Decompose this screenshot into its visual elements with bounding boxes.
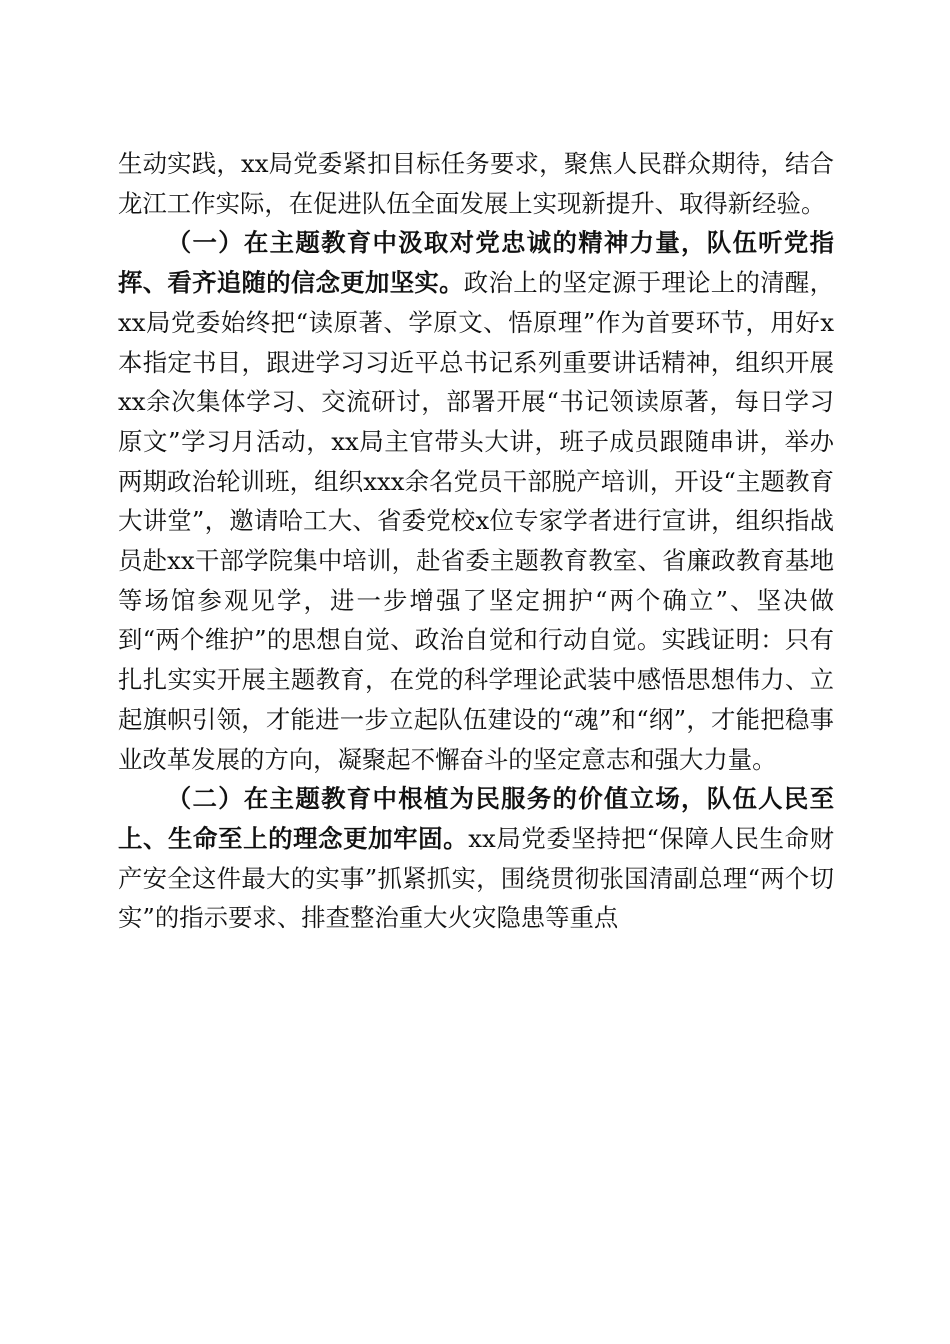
document-body bbox=[118, 144, 834, 938]
section-2-heading: （二）在主题教育中根植为民服务的价值立场，队伍人民至上、生命至上的理念更加牢固。 bbox=[118, 784, 834, 853]
paragraph-intro-continuation bbox=[118, 144, 834, 223]
paragraph-text: 生动实践，xx局党委紧扣目标任务要求，聚焦人民群众期待，结合龙江工作实际，在促进队伍全面发展上实现新提升、取得新经验。 bbox=[118, 149, 834, 218]
paragraph-section-2 bbox=[118, 779, 834, 938]
paragraph-text: xx局党委坚持把“保障人民生命财产安全这件最大的实事”抓紧抓实，围绕贯彻张国清副总理“两个切实”的指示要求、排查整治重大火灾隐患等重点 bbox=[118, 823, 834, 933]
paragraph-text: 政治上的坚定源于理论上的清醒，xx局党委始终把“读原著、学原文、悟原理”作为首要环节，用好x本指定书目，跟进学习习近平总书记系列重要讲话精神，组织开展xx余次集体学习、交流研讨，部署开展“书记领读原著，每日学习原文”学习月活动，xx局主官带头大讲，班子成员跟随串讲，举办两期政治轮训班，组织xxx余名党员干部脱产培训，开设“主题教育大讲堂”，邀请哈工大、省委党校x位专家学者进行宣讲，组织指战员赴xx干部学院集中培训，赴省委主题教育教室、省廉政教育基地等场馆参观见学，进一步增强了坚定拥护“两个确立”、坚决做到“两个维护”的思想自觉、政治自觉和行动自觉。实践证明：只有扎扎实实开展主题教育，在党的科学理论武装中感悟思想伟力、立起旗帜引领，才能进一步立起队伍建设的“魂”和“纲”，才能把稳事业改革发展的方向，凝聚起不懈奋斗的坚定意志和强大力量。 bbox=[118, 268, 834, 774]
section-1-heading: （一）在主题教育中汲取对党忠诚的精神力量，队伍听党指挥、看齐追随的信念更加坚实。 bbox=[118, 228, 834, 298]
paragraph-section-1 bbox=[118, 223, 834, 779]
